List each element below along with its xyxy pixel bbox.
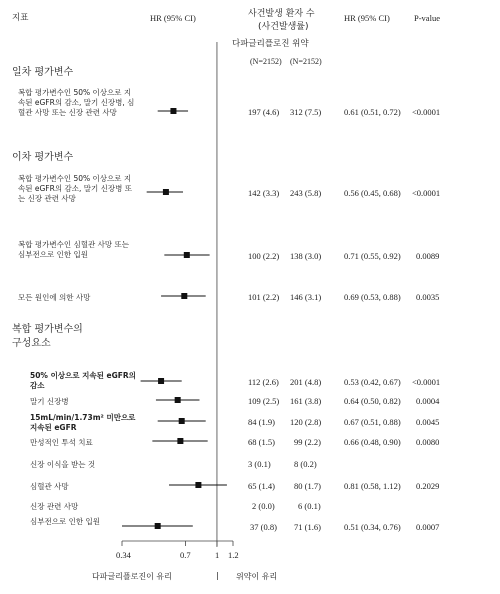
hr-point bbox=[175, 397, 181, 403]
row-label: 심혈관 사망 bbox=[30, 482, 69, 491]
hr-point bbox=[181, 293, 187, 299]
row-label: 만성적인 투석 치료 bbox=[30, 438, 93, 447]
section-secondary: 이차 평가변수 bbox=[12, 152, 74, 163]
hr-ci-text: 0.53 (0.42, 0.67) bbox=[344, 377, 401, 387]
events-dapagliflozin: 101 (2.2) bbox=[248, 292, 280, 302]
row-label: 복합 평가변수인 50% 이상으로 지속된 eGFR의 감소, 말기 신장병 또는 신장 관련 사망 bbox=[18, 174, 132, 203]
events-placebo: 6 (0.1) bbox=[298, 501, 321, 511]
events-dapagliflozin: 37 (0.8) bbox=[250, 522, 277, 532]
events-dapagliflozin: 65 (1.4) bbox=[248, 481, 275, 491]
p-value: <0.0001 bbox=[412, 377, 441, 387]
header-label-column: 지표 bbox=[12, 13, 29, 23]
header-hr-left: HR (95% CI) bbox=[150, 13, 196, 23]
events-dapagliflozin: 112 (2.6) bbox=[248, 377, 279, 387]
events-dapagliflozin: 3 (0.1) bbox=[248, 459, 271, 469]
events-placebo: 138 (3.0) bbox=[290, 251, 322, 261]
p-value: 0.0007 bbox=[416, 522, 440, 532]
p-value: <0.0001 bbox=[412, 107, 441, 117]
section-components-line1: 복합 평가변수의 bbox=[12, 324, 83, 335]
n-dapagliflozin: (N=2152) bbox=[250, 57, 282, 66]
events-placebo: 80 (1.7) bbox=[294, 481, 321, 491]
events-placebo: 243 (5.8) bbox=[290, 188, 322, 198]
hr-point bbox=[155, 523, 161, 529]
row-label: 말기 신장병 bbox=[30, 397, 69, 406]
hr-ci-text: 0.67 (0.51, 0.88) bbox=[344, 417, 401, 427]
hr-point bbox=[195, 482, 201, 488]
events-dapagliflozin: 2 (0.0) bbox=[252, 501, 275, 511]
row-label: 신장 관련 사망 bbox=[30, 502, 79, 511]
header-events-line2: (사건발생률) bbox=[258, 22, 309, 32]
events-dapagliflozin: 142 (3.3) bbox=[248, 188, 280, 198]
hr-point bbox=[170, 108, 176, 114]
events-dapagliflozin: 84 (1.9) bbox=[248, 417, 275, 427]
x-tick-label: 0.34 bbox=[116, 550, 131, 560]
hr-ci-text: 0.64 (0.50, 0.82) bbox=[344, 396, 401, 406]
hr-point bbox=[177, 438, 183, 444]
favors-dapagliflozin: 다파글리플로진이 유리 bbox=[92, 572, 172, 581]
events-dapagliflozin: 109 (2.5) bbox=[248, 396, 280, 406]
favors-placebo: 위약이 유리 bbox=[236, 572, 278, 581]
events-placebo: 99 (2.2) bbox=[294, 437, 321, 447]
x-tick-label: 0.7 bbox=[180, 550, 191, 560]
p-value: <0.0001 bbox=[412, 188, 441, 198]
hr-ci-text: 0.61 (0.51, 0.72) bbox=[344, 107, 401, 117]
events-dapagliflozin: 100 (2.2) bbox=[248, 251, 280, 261]
row-label: 심부전으로 인한 입원 bbox=[30, 517, 100, 526]
p-value: 0.2029 bbox=[416, 481, 440, 491]
row-label: 복합 평가변수인 심혈관 사망 또는 심부전으로 인한 입원 bbox=[18, 240, 129, 259]
arm-header: 다파글리플로진 위약 bbox=[232, 39, 309, 49]
events-placebo: 71 (1.6) bbox=[294, 522, 321, 532]
events-dapagliflozin: 68 (1.5) bbox=[248, 437, 275, 447]
row-label: 모든 원인에 의한 사망 bbox=[18, 293, 91, 302]
row-label: 50% 이상으로 지속된 eGFR의 감소 bbox=[30, 371, 136, 390]
events-placebo: 161 (3.8) bbox=[290, 396, 322, 406]
header-pvalue: P-value bbox=[414, 13, 440, 23]
header-events-line1: 사건발생 환자 수 bbox=[248, 9, 315, 19]
x-tick-label: 1 bbox=[215, 550, 220, 560]
hr-point bbox=[163, 189, 169, 195]
x-tick-label: 1.2 bbox=[228, 550, 239, 560]
row-label: 15mL/min/1.73m² 미만으로 지속된 eGFR bbox=[30, 413, 136, 432]
section-components-line2: 구성요소 bbox=[12, 338, 51, 349]
events-placebo: 146 (3.1) bbox=[290, 292, 322, 302]
hr-ci-text: 0.66 (0.48, 0.90) bbox=[344, 437, 401, 447]
hr-ci-text: 0.81 (0.58, 1.12) bbox=[344, 481, 401, 491]
p-value: 0.0045 bbox=[416, 417, 440, 427]
events-placebo: 201 (4.8) bbox=[290, 377, 322, 387]
p-value: 0.0004 bbox=[416, 396, 440, 406]
hr-ci-text: 0.71 (0.55, 0.92) bbox=[344, 251, 401, 261]
n-placebo: (N=2152) bbox=[290, 57, 322, 66]
header-hr-right: HR (95% CI) bbox=[344, 13, 390, 23]
hr-point bbox=[184, 252, 190, 258]
hr-point bbox=[179, 418, 185, 424]
p-value: 0.0035 bbox=[416, 292, 440, 302]
hr-ci-text: 0.69 (0.53, 0.88) bbox=[344, 292, 401, 302]
section-primary: 일차 평가변수 bbox=[12, 67, 74, 78]
favors-divider: | bbox=[216, 571, 219, 580]
events-dapagliflozin: 197 (4.6) bbox=[248, 107, 280, 117]
row-label: 신장 이식을 받는 것 bbox=[30, 460, 96, 469]
row-label: 복합 평가변수인 50% 이상으로 지속된 eGFR의 감소, 말기 신장병, 심혈관 사망 또는 신장 관련 사망 bbox=[18, 88, 135, 117]
hr-ci-text: 0.56 (0.45, 0.68) bbox=[344, 188, 401, 198]
p-value: 0.0089 bbox=[416, 251, 440, 261]
p-value: 0.0080 bbox=[416, 437, 440, 447]
events-placebo: 312 (7.5) bbox=[290, 107, 322, 117]
events-placebo: 8 (0.2) bbox=[294, 459, 317, 469]
hr-point bbox=[158, 378, 164, 384]
events-placebo: 120 (2.8) bbox=[290, 417, 322, 427]
hr-ci-text: 0.51 (0.34, 0.76) bbox=[344, 522, 401, 532]
